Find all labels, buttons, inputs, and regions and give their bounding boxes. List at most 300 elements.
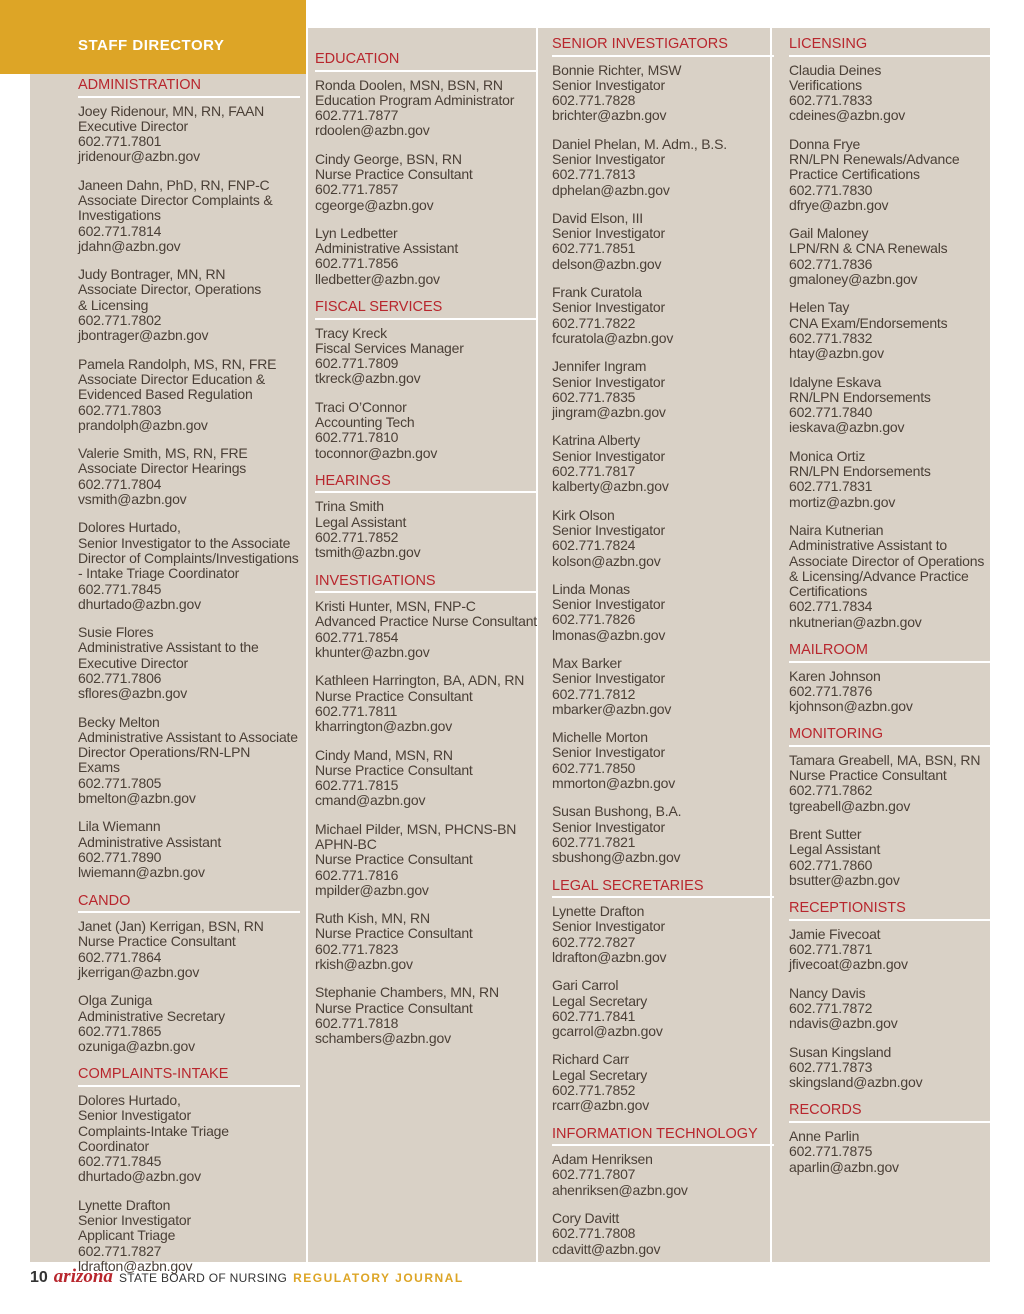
staff-entry (552, 359, 774, 420)
email-link[interactable]: ozuniga@azbn.gov (78, 1038, 195, 1055)
staff-detail: Senior Investigator (552, 918, 665, 935)
email-link[interactable]: mbarker@azbn.gov (552, 700, 672, 717)
staff-detail: Nurse Practice Consultant (315, 999, 473, 1016)
email-link[interactable]: ndavis@azbn.gov (789, 1015, 898, 1032)
staff-detail: 602.771.7804 (78, 475, 162, 492)
staff-detail: Education Program Administrator (315, 91, 515, 108)
staff-name: Helen Tay (789, 299, 850, 316)
staff-detail: 602.771.7812 (552, 685, 636, 702)
staff-entry (552, 978, 774, 1039)
staff-detail: 602.771.7857 (315, 181, 399, 198)
staff-detail: 602.771.7827 (78, 1242, 162, 1259)
email-link[interactable]: gcarrol@azbn.gov (552, 1023, 663, 1040)
staff-detail: Administrative Assistant to the (78, 639, 259, 656)
email-link[interactable]: htay@azbn.gov (789, 345, 884, 362)
staff-detail: 602.771.7813 (552, 166, 636, 183)
staff-entry (789, 63, 991, 124)
staff-entry (78, 104, 300, 165)
email-link[interactable]: dfrye@azbn.gov (789, 196, 889, 213)
staff-name: Susan Kingsland (789, 1043, 892, 1060)
staff-detail: 602.771.7835 (552, 388, 636, 405)
staff-entry (789, 1045, 991, 1091)
staff-name: Dolores Hurtado, (78, 1091, 181, 1108)
directory-column-4 (789, 37, 991, 1188)
staff-detail: Senior Investigator (552, 150, 665, 167)
staff-detail: 602.771.7802 (78, 312, 162, 329)
staff-entry (315, 599, 537, 660)
staff-name: Tamara Greabell, MA, BSN, RN (789, 751, 981, 768)
staff-name: Pamela Randolph, MS, RN, FRE (78, 355, 277, 372)
staff-name: Adam Henriksen (552, 1151, 653, 1168)
staff-entry (552, 730, 774, 791)
section-heading: RECORDS (789, 1103, 991, 1123)
staff-detail: Nurse Practice Consultant (78, 933, 236, 950)
staff-detail: Complaints-Intake Triage (78, 1122, 229, 1139)
staff-detail: 602.771.7821 (552, 833, 636, 850)
section-heading: MAILROOM (789, 643, 991, 663)
staff-detail: Senior Investigator (78, 1212, 191, 1229)
staff-detail: LPN/RN & CNA Renewals (789, 240, 948, 257)
staff-entry (315, 911, 537, 972)
staff-name: Idalyne Eskava (789, 373, 882, 390)
staff-detail: 602.771.7873 (789, 1058, 873, 1075)
staff-entry (552, 508, 774, 569)
staff-detail: 602.771.7862 (789, 782, 873, 799)
staff-detail: 602.771.7830 (789, 181, 873, 198)
staff-name: Bonnie Richter, MSW (552, 61, 682, 78)
staff-entry (78, 178, 300, 254)
staff-detail: 602.771.7816 (315, 866, 399, 883)
staff-detail: Associate Director Complaints & (78, 191, 273, 208)
page-title: STAFF DIRECTORY (78, 37, 225, 54)
section-heading: COMPLAINTS-INTAKE (78, 1067, 300, 1087)
brand-logo-text: arizona (53, 1266, 113, 1287)
staff-detail: APHN-BC (315, 835, 377, 852)
staff-detail: Senior Investigator to the Associate (78, 534, 291, 551)
email-link[interactable]: nkutnerian@azbn.gov (789, 613, 922, 630)
staff-detail: Advanced Practice Nurse Consultant (315, 613, 537, 630)
directory-column-3 (552, 37, 774, 1270)
staff-name: Lyn Ledbetter (315, 224, 398, 241)
staff-detail: Fiscal Services Manager (315, 339, 464, 356)
staff-name: Judy Bontrager, MN, RN (78, 266, 226, 283)
staff-entry (789, 827, 991, 888)
email-link[interactable]: delson@azbn.gov (552, 255, 662, 272)
email-link[interactable]: gmaloney@azbn.gov (789, 271, 918, 288)
staff-detail: 602.771.7828 (552, 92, 636, 109)
staff-name: Valerie Smith, MS, RN, FRE (78, 445, 248, 462)
staff-detail: Associate Director Education & (78, 370, 265, 387)
email-link[interactable]: cdavitt@azbn.gov (552, 1240, 661, 1257)
email-link[interactable]: lmonas@azbn.gov (552, 626, 666, 643)
section-heading: INFORMATION TECHNOLOGY (552, 1127, 774, 1147)
email-link[interactable]: fcuratola@azbn.gov (552, 329, 674, 346)
staff-detail: Senior Investigator (552, 670, 665, 687)
email-link[interactable]: mortiz@azbn.gov (789, 493, 896, 510)
staff-name: Linda Monas (552, 580, 630, 597)
staff-name: Kristi Hunter, MSN, FNP-C (315, 598, 476, 615)
staff-entry (315, 673, 537, 734)
staff-detail: 602.771.7864 (78, 948, 162, 965)
staff-entry (789, 753, 991, 814)
email-link[interactable]: ldrafton@azbn.gov (78, 1257, 193, 1274)
staff-name: Janet (Jan) Kerrigan, BSN, RN (78, 918, 264, 935)
staff-detail: Nurse Practice Consultant (315, 925, 473, 942)
staff-entry (552, 582, 774, 643)
staff-detail: Legal Assistant (789, 841, 881, 858)
email-link[interactable]: rkish@azbn.gov (315, 956, 413, 973)
staff-detail: Senior Investigator (552, 373, 665, 390)
email-link[interactable]: schambers@azbn.gov (315, 1030, 451, 1047)
staff-entry (315, 499, 537, 560)
staff-name: Frank Curatola (552, 284, 642, 301)
email-link[interactable]: mpilder@azbn.gov (315, 881, 429, 898)
journal-name: REGULATORY JOURNAL (293, 1271, 464, 1285)
staff-entry (789, 986, 991, 1032)
staff-detail: RN/LPN Renewals/Advance (789, 150, 960, 167)
staff-detail: Associate Director of Operations (789, 552, 985, 569)
staff-detail: 602.772.7827 (552, 933, 636, 950)
staff-detail: 602.771.7845 (78, 1153, 162, 1170)
email-link[interactable]: toconnor@azbn.gov (315, 444, 438, 461)
staff-detail: CNA Exam/Endorsements (789, 314, 948, 331)
staff-detail: 602.771.7871 (789, 941, 873, 958)
staff-entry (315, 400, 537, 461)
staff-detail: Legal Secretary (552, 1066, 648, 1083)
staff-entry (789, 669, 991, 715)
section-heading: LEGAL SECRETARIES (552, 879, 774, 899)
email-link[interactable]: lwiemann@azbn.gov (78, 864, 205, 881)
staff-detail: 602.771.7807 (552, 1166, 636, 1183)
email-link[interactable]: sflores@azbn.gov (78, 685, 188, 702)
staff-entry (78, 1093, 300, 1185)
staff-detail: 602.771.7833 (789, 92, 873, 109)
email-link[interactable]: jridenour@azbn.gov (78, 148, 200, 165)
staff-name: Max Barker (552, 655, 622, 671)
staff-entry (789, 523, 991, 630)
staff-detail: 602.771.7823 (315, 940, 399, 957)
staff-name: Cory Davitt (552, 1210, 620, 1227)
staff-detail: Accounting Tech (315, 414, 415, 431)
staff-name: Gari Carrol (552, 977, 619, 994)
staff-detail: 602.771.7831 (789, 478, 873, 495)
staff-detail: 602.771.7822 (552, 314, 636, 331)
email-link[interactable]: vsmith@azbn.gov (78, 491, 187, 508)
email-link[interactable]: bmelton@azbn.gov (78, 790, 196, 807)
section-heading: ADMINISTRATION (78, 78, 300, 98)
staff-detail: Nurse Practice Consultant (789, 767, 947, 784)
staff-name: Joey Ridenour, MN, RN, FAAN (78, 102, 264, 119)
staff-entry (315, 152, 537, 213)
section-heading: CANDO (78, 894, 300, 914)
directory-column-2 (315, 52, 537, 1060)
staff-entry (78, 1198, 300, 1274)
email-link[interactable]: kharrington@azbn.gov (315, 718, 453, 735)
staff-detail: Investigations (78, 207, 161, 224)
staff-detail: 602.771.7836 (789, 255, 873, 272)
email-link[interactable]: jingram@azbn.gov (552, 404, 666, 421)
email-link[interactable]: jbontrager@azbn.gov (78, 327, 209, 344)
staff-entry (552, 904, 774, 965)
staff-detail: 602.771.7890 (78, 848, 162, 865)
staff-detail: Senior Investigator (552, 818, 665, 835)
staff-detail: 602.771.7810 (315, 429, 399, 446)
staff-name: Susie Flores (78, 624, 154, 641)
staff-detail: Senior Investigator (552, 596, 665, 613)
staff-detail: Certifications (789, 583, 868, 600)
staff-detail: 602.771.7852 (552, 1082, 636, 1099)
staff-entry (78, 267, 300, 343)
staff-entry (78, 819, 300, 880)
email-link[interactable]: cmand@azbn.gov (315, 792, 426, 809)
staff-name: Becky Melton (78, 713, 160, 730)
staff-name: Nancy Davis (789, 984, 866, 1001)
staff-detail: Nurse Practice Consultant (315, 165, 473, 182)
staff-entry (78, 919, 300, 980)
staff-detail: 602.771.7865 (78, 1022, 162, 1039)
staff-detail: Legal Assistant (315, 513, 407, 530)
staff-detail: 602.771.7806 (78, 670, 162, 686)
staff-detail: RN/LPN Endorsements (789, 388, 931, 405)
email-link[interactable]: ieskava@azbn.gov (789, 419, 905, 436)
email-link[interactable]: skingsland@azbn.gov (789, 1074, 923, 1091)
staff-detail: Senior Investigator (552, 225, 665, 242)
staff-detail: 602.771.7805 (78, 774, 162, 791)
email-link[interactable]: ahenriksen@azbn.gov (552, 1181, 688, 1198)
staff-entry (789, 137, 991, 213)
staff-detail: Executive Director (78, 654, 188, 671)
staff-detail: - Intake Triage Coordinator (78, 565, 240, 582)
staff-detail: Administrative Assistant to Associate (78, 728, 298, 745)
staff-name: Michelle Morton (552, 729, 648, 746)
email-link[interactable]: jkerrigan@azbn.gov (78, 963, 200, 980)
staff-detail: 602.771.7811 (315, 702, 398, 719)
staff-name: David Elson, III (552, 209, 643, 226)
staff-detail: 602.771.7809 (315, 355, 399, 372)
email-link[interactable]: lledbetter@azbn.gov (315, 270, 440, 287)
staff-entry (789, 300, 991, 361)
staff-detail: Senior Investigator (552, 299, 665, 316)
staff-name: Katrina Alberty (552, 432, 641, 449)
section-heading: FISCAL SERVICES (315, 300, 537, 320)
staff-entry (552, 137, 774, 198)
staff-entry (552, 433, 774, 494)
email-link[interactable]: tgreabell@azbn.gov (789, 797, 911, 814)
staff-name: Dolores Hurtado, (78, 519, 181, 536)
email-link[interactable]: kolson@azbn.gov (552, 552, 661, 569)
staff-detail: Administrative Assistant (78, 833, 222, 850)
email-link[interactable]: kalberty@azbn.gov (552, 478, 669, 495)
staff-detail: Nurse Practice Consultant (315, 761, 473, 778)
directory-column-1 (78, 78, 300, 1287)
staff-entry (789, 449, 991, 510)
staff-directory-badge (0, 0, 306, 74)
board-name: STATE BOARD OF NURSING (118, 1271, 288, 1285)
staff-detail: Administrative Assistant to (789, 537, 947, 554)
staff-name: Jennifer Ingram (552, 358, 647, 375)
staff-name: Ronda Doolen, MSN, BSN, RN (315, 76, 503, 93)
staff-name: Jamie Fivecoat (789, 925, 881, 942)
staff-detail: 602.771.7854 (315, 628, 399, 645)
staff-detail: & Licensing/Advance Practice (789, 567, 969, 584)
staff-entry (789, 375, 991, 436)
staff-name: Cindy Mand, MSN, RN (315, 746, 453, 763)
staff-entry (315, 985, 537, 1046)
staff-detail: Applicant Triage (78, 1227, 176, 1244)
staff-entry (789, 927, 991, 973)
staff-name: Richard Carr (552, 1051, 629, 1068)
staff-detail: Administrative Assistant (315, 240, 459, 257)
column-divider (306, 28, 308, 1262)
email-link[interactable]: mmorton@azbn.gov (552, 775, 676, 792)
staff-name: Karen Johnson (789, 667, 881, 684)
staff-entry (78, 357, 300, 433)
staff-name: Claudia Deines (789, 61, 882, 78)
staff-entry (315, 748, 537, 809)
staff-detail: 602.771.7801 (78, 133, 162, 150)
email-link[interactable]: cgeorge@azbn.gov (315, 196, 434, 213)
staff-name: Cindy George, BSN, RN (315, 150, 462, 167)
staff-detail: 602.771.7840 (789, 404, 873, 421)
staff-name: Stephanie Chambers, MN, RN (315, 984, 499, 1001)
section-heading: EDUCATION (315, 52, 537, 72)
email-link[interactable]: brichter@azbn.gov (552, 107, 667, 124)
staff-detail: 602.771.7860 (789, 856, 873, 873)
staff-entry (315, 822, 537, 898)
email-link[interactable]: dphelan@azbn.gov (552, 181, 670, 198)
staff-entry (315, 226, 537, 287)
staff-detail: 602.771.7832 (789, 329, 873, 346)
staff-detail: & Licensing (78, 296, 149, 313)
staff-entry (552, 285, 774, 346)
staff-name: Kathleen Harrington, BA, ADN, RN (315, 672, 525, 689)
staff-detail: 602.771.7826 (552, 611, 636, 628)
staff-detail: 602.771.7818 (315, 1014, 399, 1031)
staff-detail: Senior Investigator (552, 744, 665, 761)
staff-name: Monica Ortiz (789, 447, 866, 464)
staff-entry (315, 78, 537, 139)
staff-entry (78, 446, 300, 507)
email-link[interactable]: jfivecoat@azbn.gov (789, 956, 908, 973)
staff-detail: 602.771.7808 (552, 1225, 636, 1242)
staff-name: Tracy Kreck (315, 324, 387, 341)
staff-entry (78, 715, 300, 807)
email-link[interactable]: khunter@azbn.gov (315, 644, 430, 661)
staff-name: Janeen Dahn, PhD, RN, FNP-C (78, 176, 270, 193)
staff-name: Traci O’Connor (315, 398, 407, 415)
email-link[interactable]: cdeines@azbn.gov (789, 107, 906, 124)
staff-name: Lynette Drafton (552, 903, 645, 920)
staff-detail: 602.771.7876 (789, 682, 873, 699)
staff-detail: Senior Investigator (552, 521, 665, 538)
staff-detail: 602.771.7875 (789, 1143, 873, 1160)
email-link[interactable]: rdoolen@azbn.gov (315, 122, 430, 139)
staff-detail: Associate Director, Operations (78, 281, 262, 298)
section-heading: RECEPTIONISTS (789, 901, 991, 921)
staff-entry (78, 993, 300, 1054)
staff-detail: Director of Complaints/Investigations (78, 549, 299, 566)
staff-name: Donna Frye (789, 135, 861, 152)
section-heading: HEARINGS (315, 474, 537, 494)
staff-detail: 602.771.7856 (315, 255, 399, 272)
email-link[interactable]: tkreck@azbn.gov (315, 370, 421, 387)
staff-name: Lynette Drafton (78, 1196, 171, 1213)
staff-detail: 602.771.7877 (315, 107, 399, 124)
staff-entry (552, 804, 774, 865)
staff-detail: 602.771.7850 (552, 759, 636, 776)
section-heading: LICENSING (789, 37, 991, 57)
staff-detail: Senior Investigator (78, 1107, 191, 1124)
staff-entry (789, 226, 991, 287)
email-link[interactable]: prandolph@azbn.gov (78, 416, 208, 433)
staff-detail: Senior Investigator (552, 76, 665, 93)
staff-entry (552, 211, 774, 272)
staff-entry (315, 326, 537, 387)
staff-detail: Executive Director (78, 117, 188, 134)
email-link[interactable]: tsmith@azbn.gov (315, 544, 421, 561)
staff-detail: 602.771.7845 (78, 580, 162, 597)
staff-entry (78, 520, 300, 612)
staff-detail: 602.771.7841 (552, 1007, 636, 1024)
staff-name: Trina Smith (315, 498, 384, 515)
staff-entry (789, 1129, 991, 1175)
email-link[interactable]: jdahn@azbn.gov (78, 237, 181, 254)
email-link[interactable]: ldrafton@azbn.gov (552, 948, 667, 965)
page-footer (30, 1266, 464, 1288)
staff-entry (552, 63, 774, 124)
email-link[interactable]: bsutter@azbn.gov (789, 871, 900, 888)
staff-entry (552, 656, 774, 717)
staff-detail: 602.771.7872 (789, 999, 873, 1016)
email-link[interactable]: aparlin@azbn.gov (789, 1158, 899, 1175)
staff-name: Anne Parlin (789, 1127, 860, 1144)
staff-name: Susan Bushong, B.A. (552, 803, 682, 820)
staff-name: Lila Wiemann (78, 818, 161, 835)
staff-name: Naira Kutnerian (789, 521, 884, 538)
staff-name: Olga Zuniga (78, 992, 153, 1009)
staff-detail: 602.771.7803 (78, 401, 162, 418)
staff-name: Kirk Olson (552, 506, 615, 523)
staff-name: Daniel Phelan, M. Adm., B.S. (552, 135, 727, 152)
staff-detail: 602.771.7814 (78, 222, 162, 239)
email-link[interactable]: kjohnson@azbn.gov (789, 698, 913, 715)
staff-detail: 602.771.7851 (552, 240, 636, 257)
staff-name: Brent Sutter (789, 826, 862, 843)
email-link[interactable]: sbushong@azbn.gov (552, 849, 681, 866)
staff-detail: Evidenced Based Regulation (78, 386, 253, 403)
staff-detail: 602.771.7817 (552, 463, 636, 480)
staff-detail: Nurse Practice Consultant (315, 687, 473, 704)
staff-detail: Verifications (789, 76, 862, 93)
staff-entry (552, 1152, 774, 1198)
email-link[interactable]: dhurtado@azbn.gov (78, 1168, 201, 1185)
staff-detail: Senior Investigator (552, 447, 665, 464)
section-heading: MONITORING (789, 727, 991, 747)
staff-detail: Director Operations/RN-LPN (78, 744, 251, 761)
staff-detail: 602.771.7815 (315, 777, 399, 794)
staff-detail: Administrative Secretary (78, 1007, 225, 1024)
page-number: 10 (30, 1269, 48, 1286)
staff-detail: Nurse Practice Consultant (315, 851, 473, 868)
staff-entry (552, 1211, 774, 1257)
staff-name: Michael Pilder, MSN, PHCNS-BN (315, 820, 517, 837)
email-link[interactable]: dhurtado@azbn.gov (78, 595, 201, 612)
staff-detail: Practice Certifications (789, 166, 920, 183)
staff-detail: Associate Director Hearings (78, 460, 247, 477)
staff-detail: Exams (78, 759, 120, 776)
email-link[interactable]: rcarr@azbn.gov (552, 1097, 650, 1114)
staff-entry (78, 625, 300, 701)
